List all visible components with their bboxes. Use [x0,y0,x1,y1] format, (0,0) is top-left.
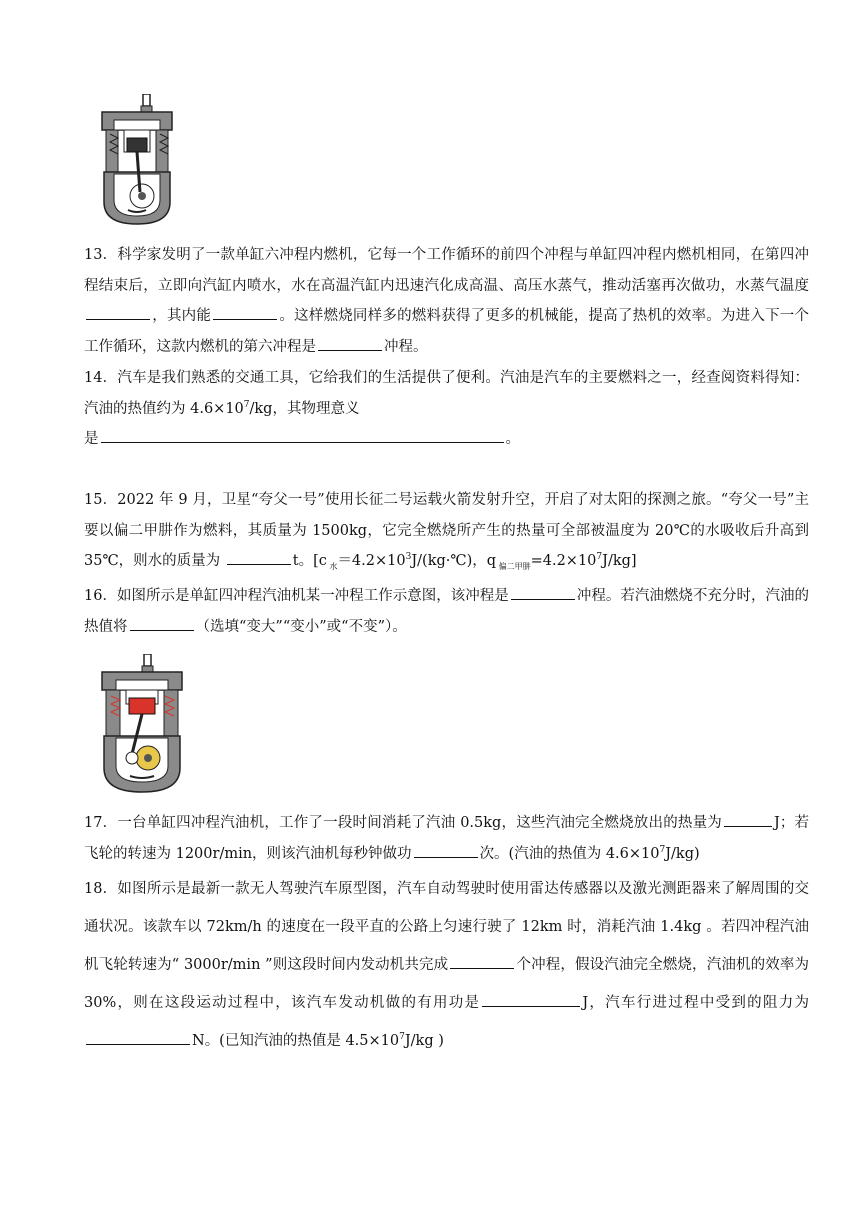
question-text: J/(kg·℃)，q [411,553,497,569]
answer-blank[interactable] [130,614,194,631]
answer-blank[interactable] [414,841,478,858]
question-text: ＝4.2×10 [337,553,406,569]
question-text: 一台单缸四冲程汽油机，工作了一段时间消耗了汽油 0.5kg，这些汽油完全燃烧放出的热量为 [117,815,722,831]
engine-diagram-icon [100,94,176,226]
answer-blank[interactable] [318,334,382,351]
question-17 [84,808,809,869]
question-13 [84,240,809,362]
question-text: J，汽车行进过程中受到的阻力为 [582,995,809,1011]
question-text: /kg，其物理意义 [249,400,360,417]
question-text: J；若飞轮的转速为 1200r/min，则该汽油机每秒钟做功 [84,815,810,862]
subscript: 水 [326,561,338,571]
answer-blank[interactable] [724,810,772,827]
question-text: 科学家发明了一款单缸六冲程内燃机，它每一个工作循环的前四个冲程与单缸四冲程内燃机相同，在第四冲程结束后，立即向汽缸内喷水，水在高温汽缸内迅速汽化成高温、高压水蒸气，推动活塞再次做功，水蒸气温度 [84,247,809,294]
question-text: 如图所示是单缸四冲程汽油机某一冲程工作示意图，该冲程是 [116,588,509,604]
question-16 [84,581,809,642]
answer-blank[interactable] [213,303,277,320]
question-15 [84,485,809,577]
question-text: J/kg] [602,553,637,569]
exponent: 3 [405,552,412,563]
question-text: ，其内能 [152,308,212,324]
exponent: 7 [596,552,603,563]
question-text: 是 [84,431,99,447]
question-number: 18． [84,881,118,897]
answer-blank[interactable] [101,426,504,443]
exponent: 7 [243,399,250,410]
subscript: 偏二甲肼 [496,561,531,571]
question-text: 个冲程，假设汽油完全燃烧，汽油机的效率为 30%，则在这段运动过程中，该汽车发动机做的有用功是 [84,957,809,1011]
question-text: J/kg) [665,845,700,862]
answer-blank[interactable] [227,548,291,565]
answer-blank[interactable] [450,952,514,969]
question-text: 。 [505,431,520,447]
answer-blank[interactable] [511,583,575,600]
question-text: t。[c [292,553,327,569]
question-14 [84,363,809,455]
question-text: 次。(汽油的热值为 4.6×10 [479,845,660,862]
question-text: 2022 年 9 月，卫星“夸父一号”使用长征二号运载火箭发射升空，开启了对太阳的探测之旅。“夸父一号”主要以偏二甲肼作为燃料，其质量为 1500kg，它完全燃烧所产生的热量可全部被温度为 20℃的水吸收后升高到 35℃，则水的质量为 [84,492,809,569]
question-text: N。(已知汽油的热值是 4.5×10 [192,1033,400,1049]
question-number: 14． [84,370,118,386]
question-18 [84,870,809,1060]
question-text: （选填“变大”“变小”或“不变”）。 [195,618,407,635]
answer-blank[interactable] [86,303,150,320]
question-text: 如图所示是最新一款无人驾驶汽车原型图，汽车自动驾驶时使用雷达传感器以及激光测距器来了解周围的交通状况。该款车以 72km/h 的速度在一段平直的公路上匀速行驶了 12km 时，消耗汽油 1.4kg 。若四冲程汽油机飞轮转速为“ 3000r/min ”则这段时间内发动机共完成 [84,881,809,973]
question-number: 13． [84,247,118,263]
question-text: 冲程。 [384,338,428,355]
question-number: 15． [84,492,118,508]
answer-blank[interactable] [482,990,580,1007]
exponent: 7 [399,1032,405,1043]
question-number: 16． [84,588,117,604]
question-text: =4.2×10 [530,553,597,569]
question-text: 汽车是我们熟悉的交通工具，它给我们的生活提供了便利。汽油是汽车的主要燃料之一，经查阅资料得知：汽油的热值约为 4.6×10 [84,370,809,417]
answer-blank[interactable] [86,1028,190,1045]
question-text: J/kg ) [404,1033,444,1049]
question-number: 17． [84,815,118,831]
engine-diagram-red-piston-icon [100,654,186,794]
question-text: 冲程。若汽油燃烧不充分时，汽油的热值将 [84,588,810,635]
question-text: 。这样燃烧同样多的燃料获得了更多的机械能，提高了热机的效率。为进入下一个工作循环，这款内燃机的第六冲程是 [84,308,810,355]
exponent: 7 [659,844,666,855]
